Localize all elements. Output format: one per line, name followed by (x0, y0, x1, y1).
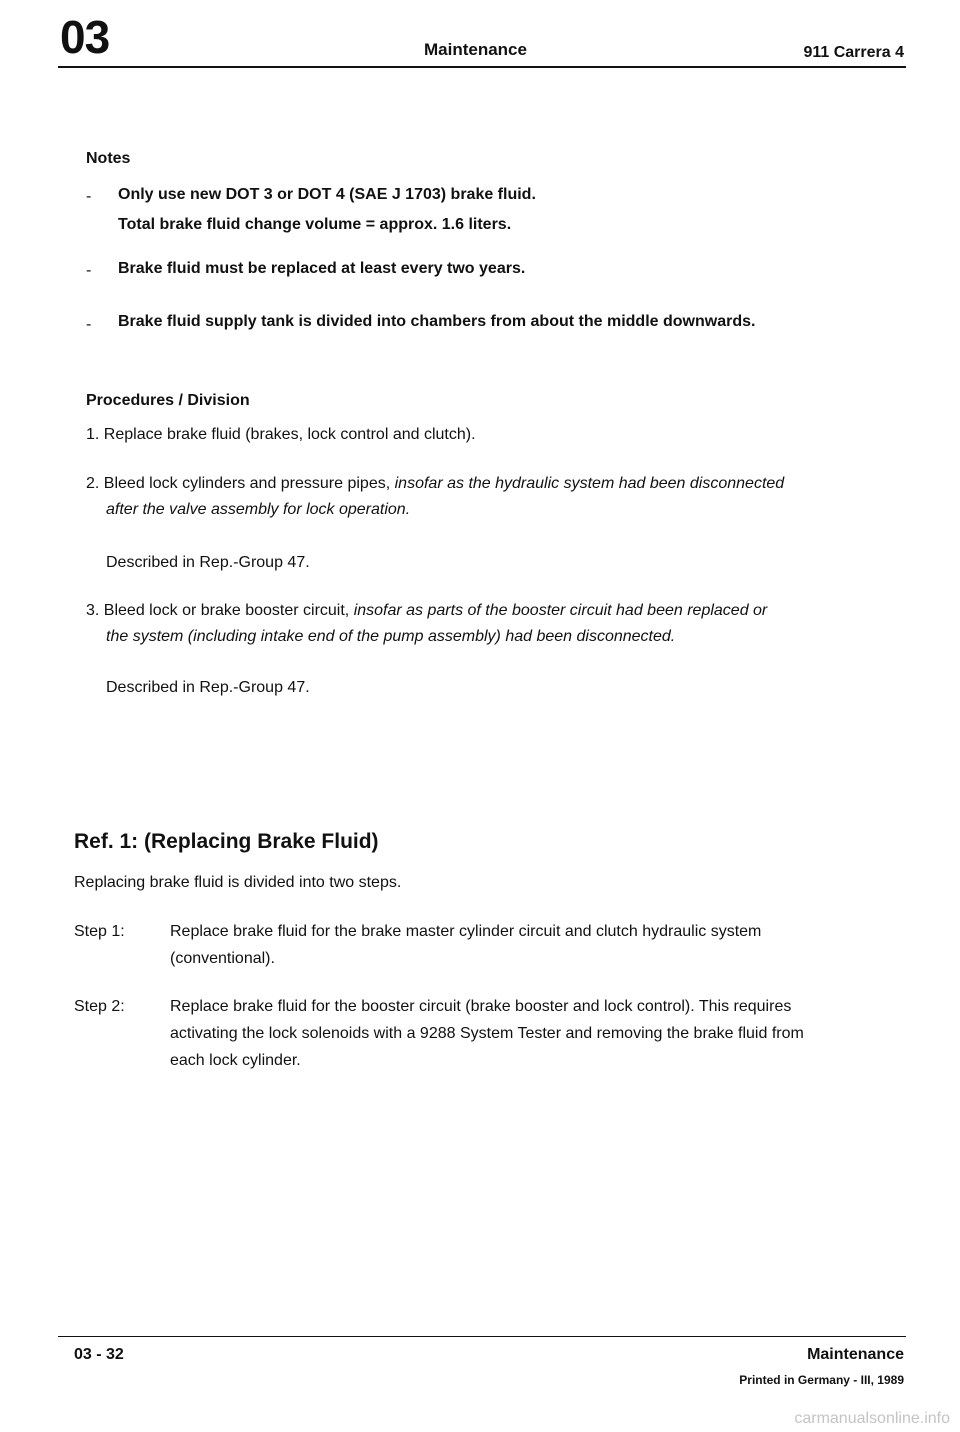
step-text: activating the lock solenoids with a 9288 System Tester and removing the brake fluid from (170, 1025, 804, 1042)
footer-section: Maintenance (807, 1346, 904, 1363)
header-model: 911 Carrera 4 (803, 44, 904, 61)
procedure-reference: Described in Rep.-Group 47. (106, 679, 310, 696)
procedure-text: Bleed lock cylinders and pressure pipes, (103, 475, 395, 492)
notes-title: Notes (86, 150, 131, 167)
note-line: Only use new DOT 3 or DOT 4 (SAE J 1703) brake fluid. (118, 186, 536, 203)
procedure-condition: insofar as parts of the booster circuit had been replaced or (353, 602, 768, 619)
dash-bullet: - (86, 188, 92, 205)
procedure-number: 3. (86, 602, 100, 619)
procedure-item-1 (86, 420, 476, 450)
header-section-title: Maintenance (424, 40, 527, 59)
step-label: Step 1: (74, 923, 125, 940)
step-text: (conventional). (170, 950, 275, 967)
procedure-condition-cont: the system (including intake end of the pump assembly) had been disconnected. (106, 628, 676, 645)
chapter-number: 03 (60, 11, 110, 63)
step-text: Replace brake fluid for the brake master cylinder circuit and clutch hydraulic system (170, 923, 762, 940)
step-text: each lock cylinder. (170, 1052, 301, 1069)
dash-bullet: - (86, 262, 92, 279)
procedure-condition-cont: after the valve assembly for lock operation. (106, 501, 411, 518)
header-rule (58, 66, 906, 68)
note-line: Brake fluid must be replaced at least every two years. (118, 260, 526, 277)
note-line: Brake fluid supply tank is divided into chambers from about the middle downwards. (118, 313, 756, 330)
step-text: Replace brake fluid for the booster circuit (brake booster and lock control). This requires (170, 998, 792, 1015)
procedure-text: Replace brake fluid (brakes, lock control and clutch). (103, 426, 476, 443)
procedure-reference: Described in Rep.-Group 47. (106, 554, 310, 571)
procedures-title: Procedures / Division (86, 392, 250, 409)
procedure-text: Bleed lock or brake booster circuit, (103, 602, 354, 619)
step-label: Step 2: (74, 998, 125, 1015)
procedure-condition: insofar as the hydraulic system had been disconnected (394, 475, 785, 492)
procedure-number: 2. (86, 475, 100, 492)
dash-bullet: - (86, 316, 92, 333)
printed-note: Printed in Germany - III, 1989 (739, 1373, 904, 1387)
procedure-number: 1. (86, 426, 100, 443)
page-number: 03 - 32 (74, 1346, 124, 1363)
ref1-title: Ref. 1: (Replacing Brake Fluid) (74, 830, 379, 853)
watermark: carmanualsonline.info (794, 1410, 950, 1427)
note-line: Total brake fluid change volume = approx. 1.6 liters. (118, 216, 512, 233)
footer-rule (58, 1336, 906, 1337)
ref1-intro: Replacing brake fluid is divided into two steps. (74, 874, 402, 891)
